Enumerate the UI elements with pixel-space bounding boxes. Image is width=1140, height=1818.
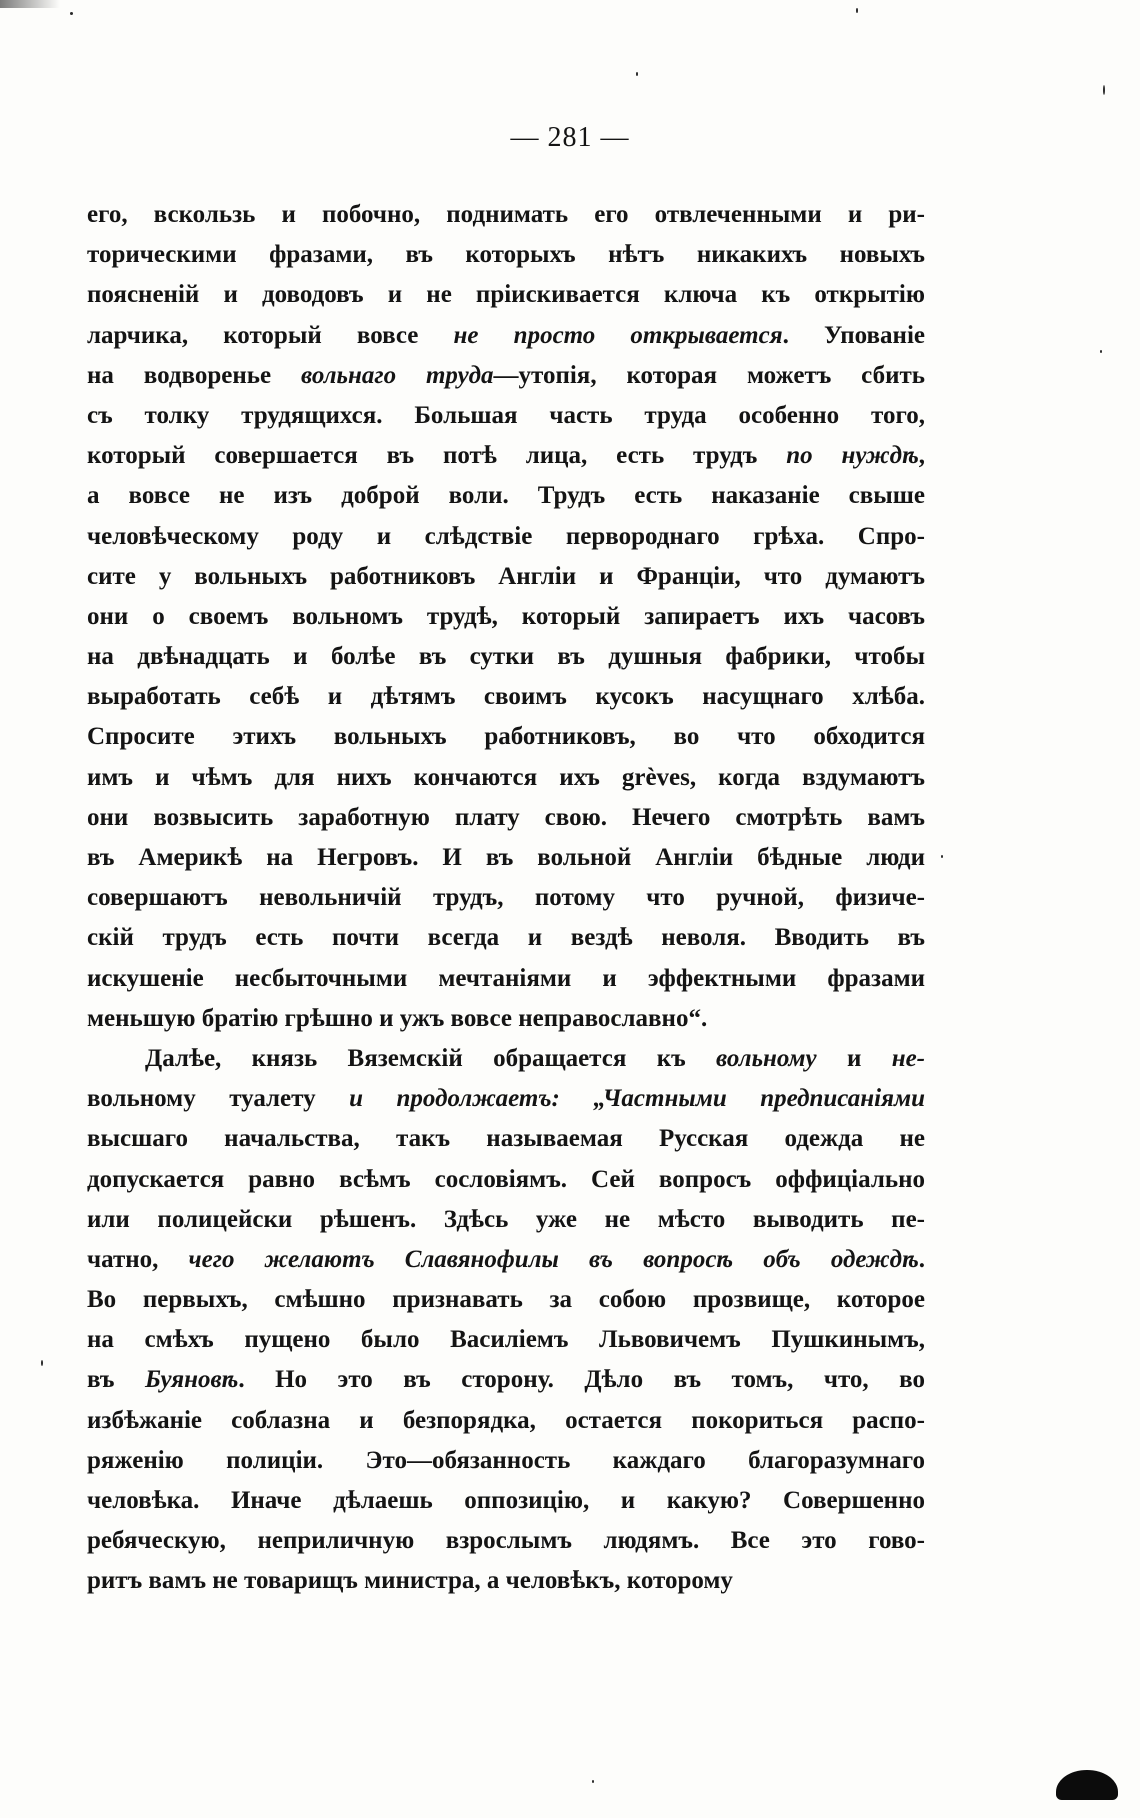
text-line: они возвысить заработную плату свою. Нечего смотрѣть вамъ [87,803,925,831]
text-line: они о своемъ вольномъ трудѣ, который запираетъ ихъ часовъ [87,602,925,630]
text-line: Далѣе, князь Вяземскій обращается къ вольному и не- [145,1044,925,1072]
scan-speck [592,1780,594,1783]
text-line: поясненій и доводовъ и не пріискивается ключа къ открытію [87,281,925,309]
text-line: ритъ вамъ не товарищъ министра, а человѣкъ, которому [87,1567,733,1595]
text-line: или полицейски рѣшенъ. Здѣсь уже не мѣсто выводить пе- [87,1205,925,1233]
text-line: Спросите этихъ вольныхъ работниковъ, во что обходится [87,723,925,751]
text-line: скій трудъ есть почти всегда и вездѣ неволя. Вводить въ [87,924,925,952]
text-line: ларчика, который вовсе не просто открывается. Упованіе [87,321,925,349]
text-line: на двѣнадцать и болѣе въ сутки въ душныя фабрики, чтобы [87,643,925,671]
text-line: меньшую братію грѣшно и ужъ вовсе неправославно“. [87,1004,708,1032]
page-number: — 281 — [510,122,630,153]
text-line: выработать себѣ и дѣтямъ своимъ кусокъ насущнаго хлѣба. [87,683,925,711]
text-line: человѣческому роду и слѣдствіе первороднаго грѣха. Спро- [87,522,925,550]
text-line: избѣжаніе соблазна и безпорядка, остается покориться распо- [87,1406,925,1434]
text-line: который совершается въ потѣ лица, есть трудъ по нуждѣ, [87,442,925,470]
text-line: совершаютъ невольничій трудъ, потому что ручной, физиче- [87,884,925,912]
text-line: ребяческую, неприличную взрослымъ людямъ. Все это гово- [87,1527,925,1555]
text-line: въ Америкѣ на Негровъ. И въ вольной Англіи бѣдные люди [87,844,925,871]
text-line: сите у вольныхъ работниковъ Англіи и Франціи, что думаютъ [87,562,925,590]
scan-speck [41,1360,43,1366]
scan-smudge [0,0,60,8]
scan-speck [70,12,73,15]
body-text [87,195,925,1602]
text-line: человѣка. Иначе дѣлаешь оппозицію, и какую? Совершенно [87,1487,925,1514]
text-line: ряженію полиціи. Это—обязанность каждаго благоразумнаго [87,1446,925,1474]
text-line: Во первыхъ, смѣшно признавать за собою прозвище, которое [87,1286,925,1314]
scan-speck [856,8,858,13]
text-line: торическими фразами, въ которыхъ нѣтъ никакихъ новыхъ [87,241,925,269]
scan-speck [1103,85,1105,95]
text-line: чатно, чего желаютъ Славянофилы въ вопросѣ объ одеждѣ. [87,1245,925,1273]
scan-speck [941,855,943,858]
text-line: съ толку трудящихся. Большая часть труда особенно того, [87,401,925,429]
text-line: а вовсе не изъ доброй воли. Трудъ есть наказаніе свыше [87,482,925,510]
text-line: высшаго начальства, такъ называемая Русская одежда не [87,1125,925,1153]
text-line: въ Буяновѣ. Но это въ сторону. Дѣло въ томъ, что, во [87,1366,925,1394]
ink-blot [1056,1770,1118,1800]
text-line: его, вскользь и побочно, поднимать его отвлеченными и ри- [87,201,925,228]
scan-speck [1100,350,1102,353]
text-line: на смѣхъ пущено было Василіемъ Львовичемъ Пушкинымъ, [87,1326,925,1354]
text-line: имъ и чѣмъ для нихъ кончаются ихъ grèves, когда вздумаютъ [87,763,925,791]
text-line: вольному туалету и продолжаетъ: „Частными предписаніями [87,1085,925,1113]
text-line: искушеніе несбыточными мечтаніями и эффектными фразами [87,964,925,992]
text-line: на водворенье вольнаго труда—утопія, которая можетъ сбить [87,361,925,389]
scan-speck [636,72,638,76]
text-line: допускается равно всѣмъ сословіямъ. Сей вопросъ оффиціально [87,1165,925,1193]
